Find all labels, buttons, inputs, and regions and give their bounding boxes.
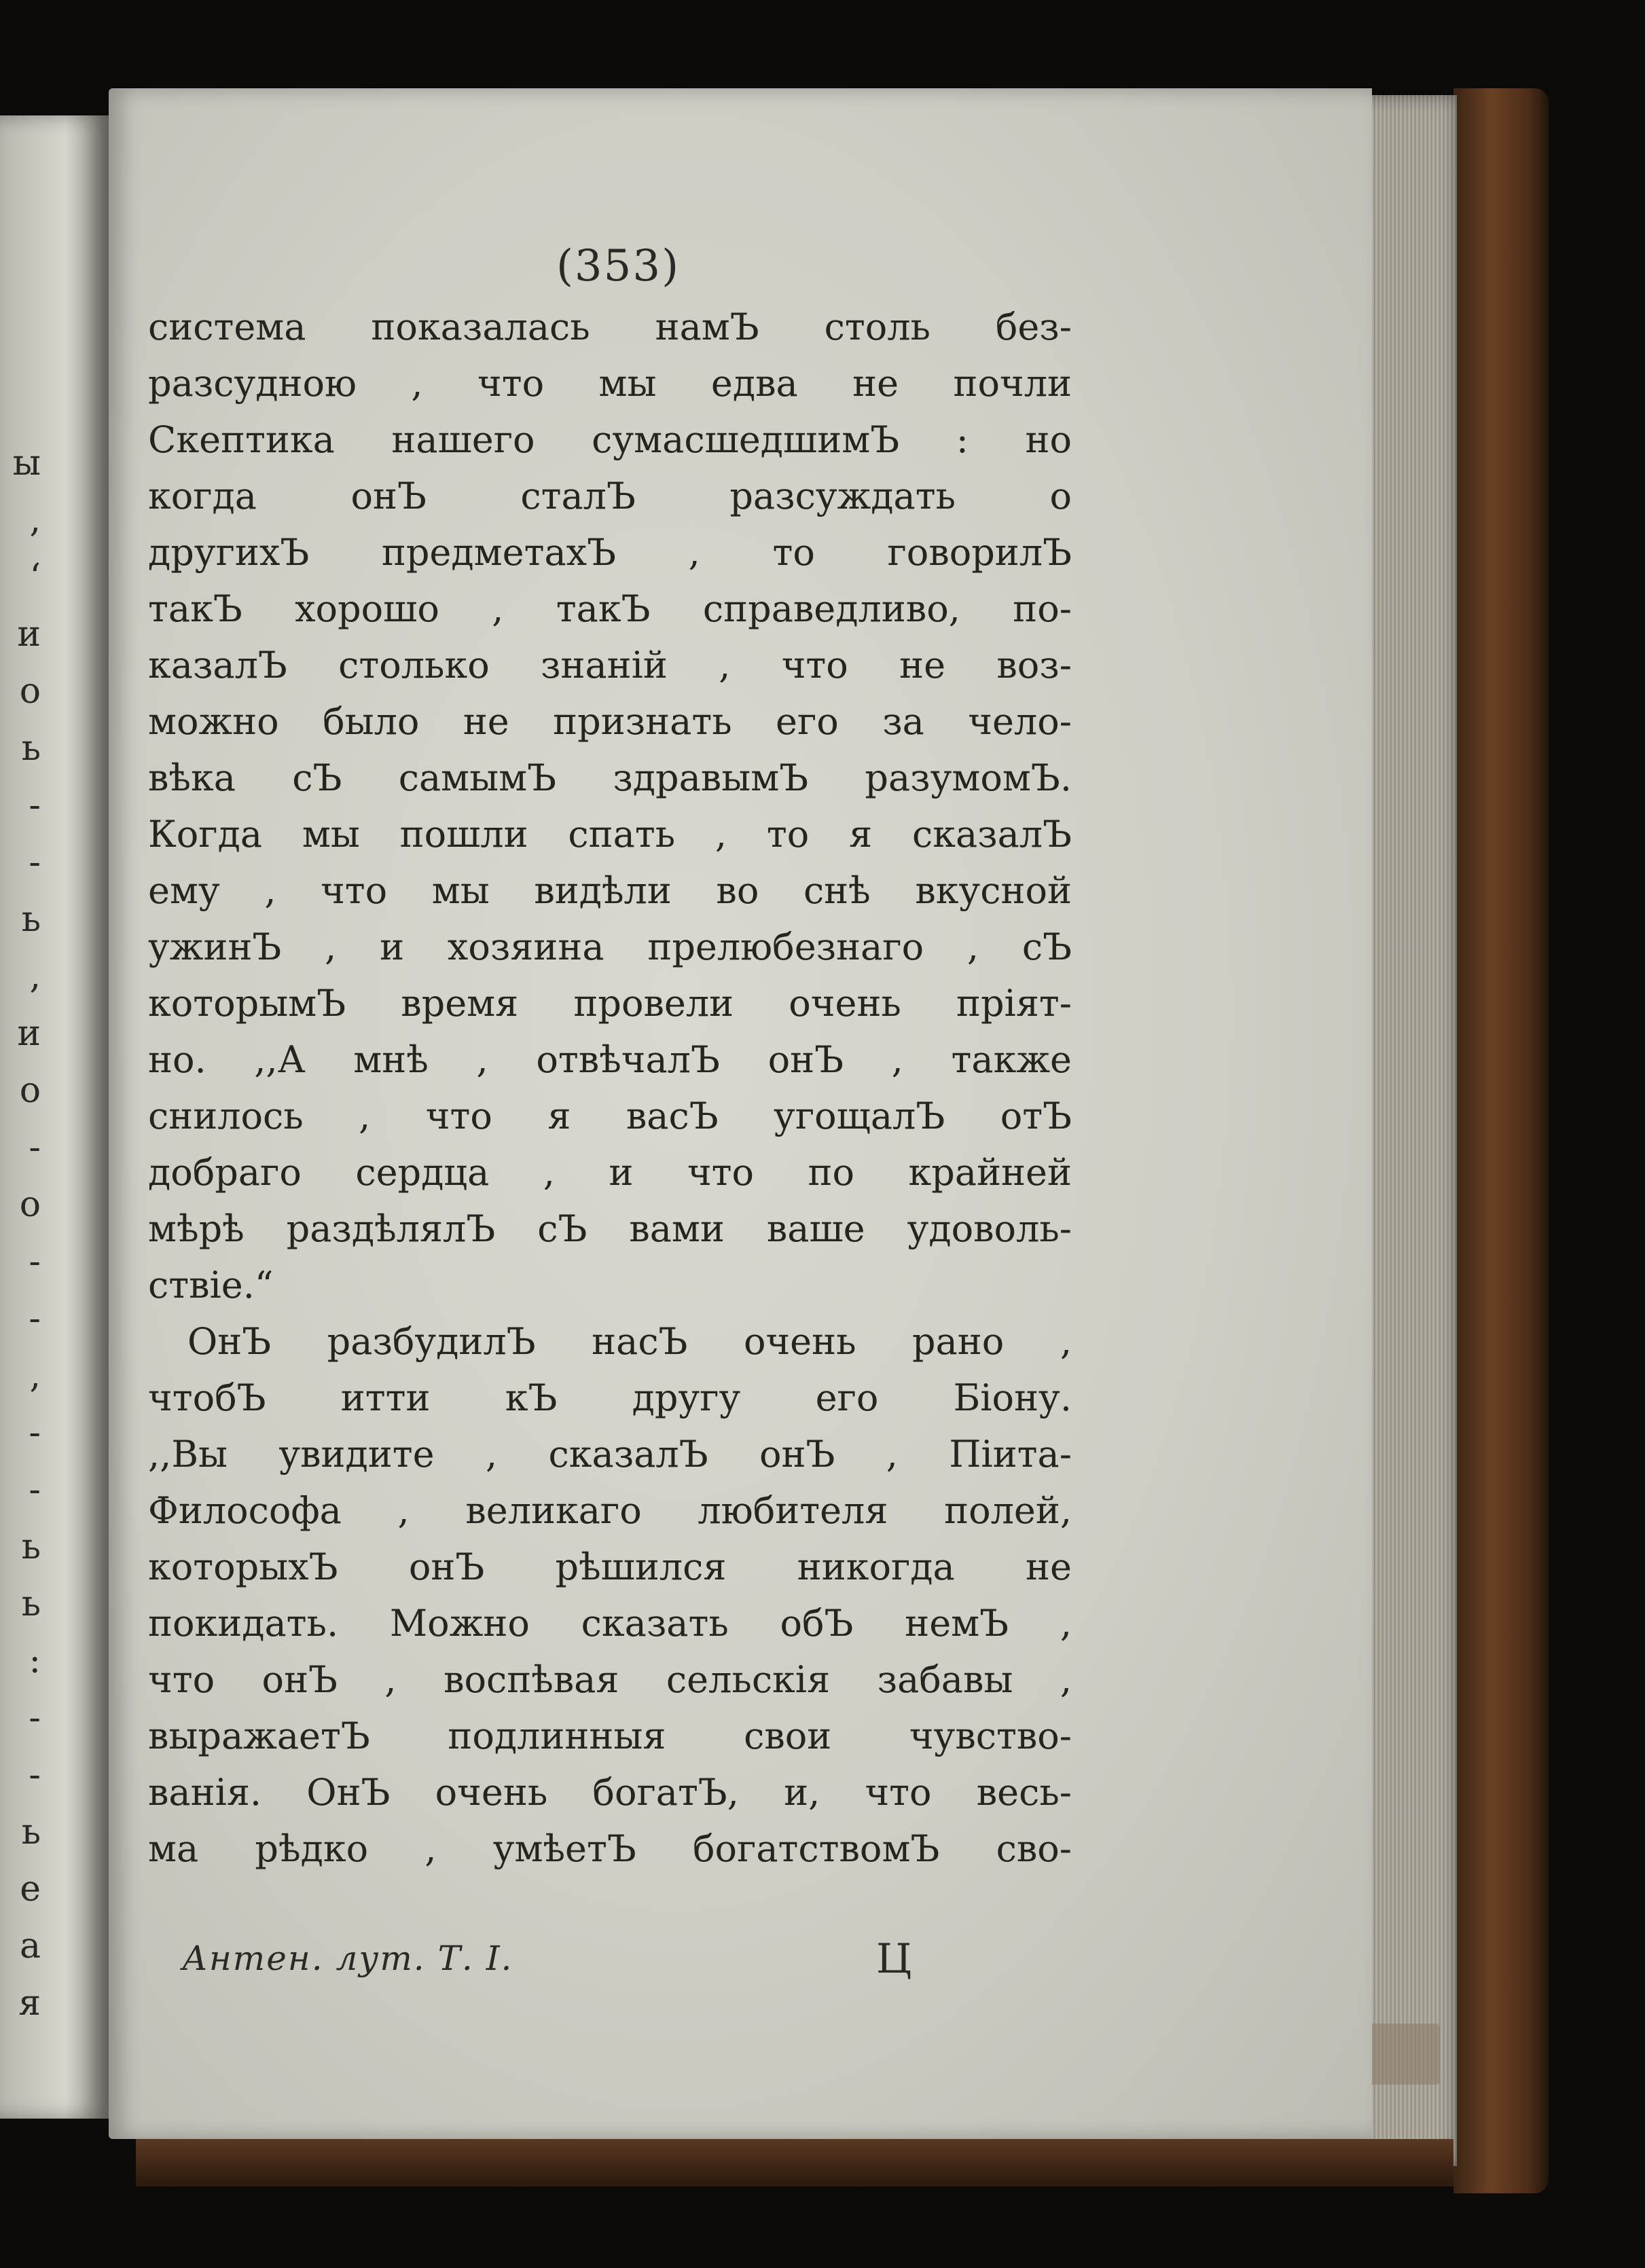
text-line: ОнЪ разбудилЪ насЪ очень рано , [187,1320,1072,1363]
margin-fragment: - [29,1241,41,1282]
margin-fragment: - [29,1127,41,1168]
margin-fragment: ь [21,728,41,769]
margin-fragment: ь [21,899,41,940]
text-line: можно было не признать его за чело- [148,700,1072,743]
text-line: Философа , великаго любителя полей, [148,1489,1072,1532]
margin-fragment: и [17,614,41,655]
margin-fragment: - [29,1698,41,1738]
text-line: разсудною , что мы едва не почли [148,362,1072,405]
footer-signature: Антен. лут. Т. I. [182,1939,513,1978]
text-line: ему , что мы видѣли во снѣ вкусной [148,869,1072,912]
text-line: другихЪ предметахЪ , то говорилЪ [148,531,1072,574]
text-line: мѣрѣ раздѣлялЪ сЪ вами ваше удоволь- [148,1207,1072,1250]
book-cover-bottom [136,2139,1453,2187]
margin-fragment: и [17,1013,41,1054]
text-line: что онЪ , воспѣвая сельскія забавы , [148,1658,1072,1701]
text-line: чтобЪ итти кЪ другу его Біону. [148,1376,1072,1419]
text-line: ствіе.“ [148,1264,274,1306]
margin-fragment: - [29,1298,41,1339]
text-line: снилось , что я васЪ угощалЪ отЪ [148,1095,1072,1137]
text-line: ,,Вы увидите , сказалЪ онЪ , Піита- [148,1433,1072,1476]
left-page-margin-text [0,435,41,2032]
left-page [0,115,109,2119]
margin-fragment: - [29,1469,41,1510]
text-line: Когда мы пошли спать , то я сказалЪ [148,813,1072,856]
margin-fragment: о [19,671,41,712]
book-cover [1453,88,1549,2193]
text-line: такЪ хорошо , такЪ справедливо, по- [148,587,1072,630]
text-line: добраго сердца , и что по крайней [148,1151,1072,1194]
margin-fragment: , [29,1355,41,1396]
text-line: ужинЪ , и хозяина прелюбезнаго , сЪ [148,926,1072,968]
margin-fragment: я [18,1983,41,2024]
text-line: покидать. Можно сказать обЪ немЪ , [148,1602,1072,1645]
text-line: Скептика нашего сумасшедшимЪ : но [148,418,1072,461]
page-number: (353) [556,241,681,291]
text-line: но. ,,А мнѣ , отвѣчалЪ онЪ , также [148,1038,1072,1081]
text-line: когда онЪ сталЪ разсуждать о [148,475,1072,517]
text-line: выражаетЪ подлинныя свои чувство- [148,1715,1072,1757]
margin-fragment: : [29,1641,41,1681]
margin-fragment: ь [21,1584,41,1624]
text-line: ма рѣдко , умѣетЪ богатствомЪ сво- [148,1827,1072,1870]
margin-fragment: , [29,500,41,541]
margin-fragment: - [29,1755,41,1795]
margin-fragment: - [29,1412,41,1453]
margin-fragment: о [19,1184,41,1225]
margin-fragment: - [29,785,41,826]
text-line: вѣка сЪ самымЪ здравымЪ разумомЪ. [148,756,1072,799]
text-line: система показалась намЪ столь без- [148,306,1072,348]
margin-fragment: о [19,1070,41,1111]
page-body-text [148,299,1072,1877]
margin-fragment: - [29,842,41,883]
text-line: ванія. ОнЪ очень богатЪ, и, что весь- [148,1771,1072,1814]
margin-fragment: , [29,956,41,997]
text-line: которыхЪ онЪ рѣшился никогда не [148,1545,1072,1588]
text-line: казалЪ столько знаній , что не воз- [148,644,1072,687]
margin-fragment: а [19,1926,41,1967]
margin-fragment: ‘ [29,557,41,598]
text-line: которымЪ время провели очень пріят- [148,982,1072,1025]
margin-fragment: ь [21,1812,41,1852]
footer-signature-mark: Ц [876,1935,912,1983]
margin-fragment: ы [12,443,41,483]
margin-fragment: е [20,1869,41,1909]
margin-fragment: ь [21,1526,41,1567]
